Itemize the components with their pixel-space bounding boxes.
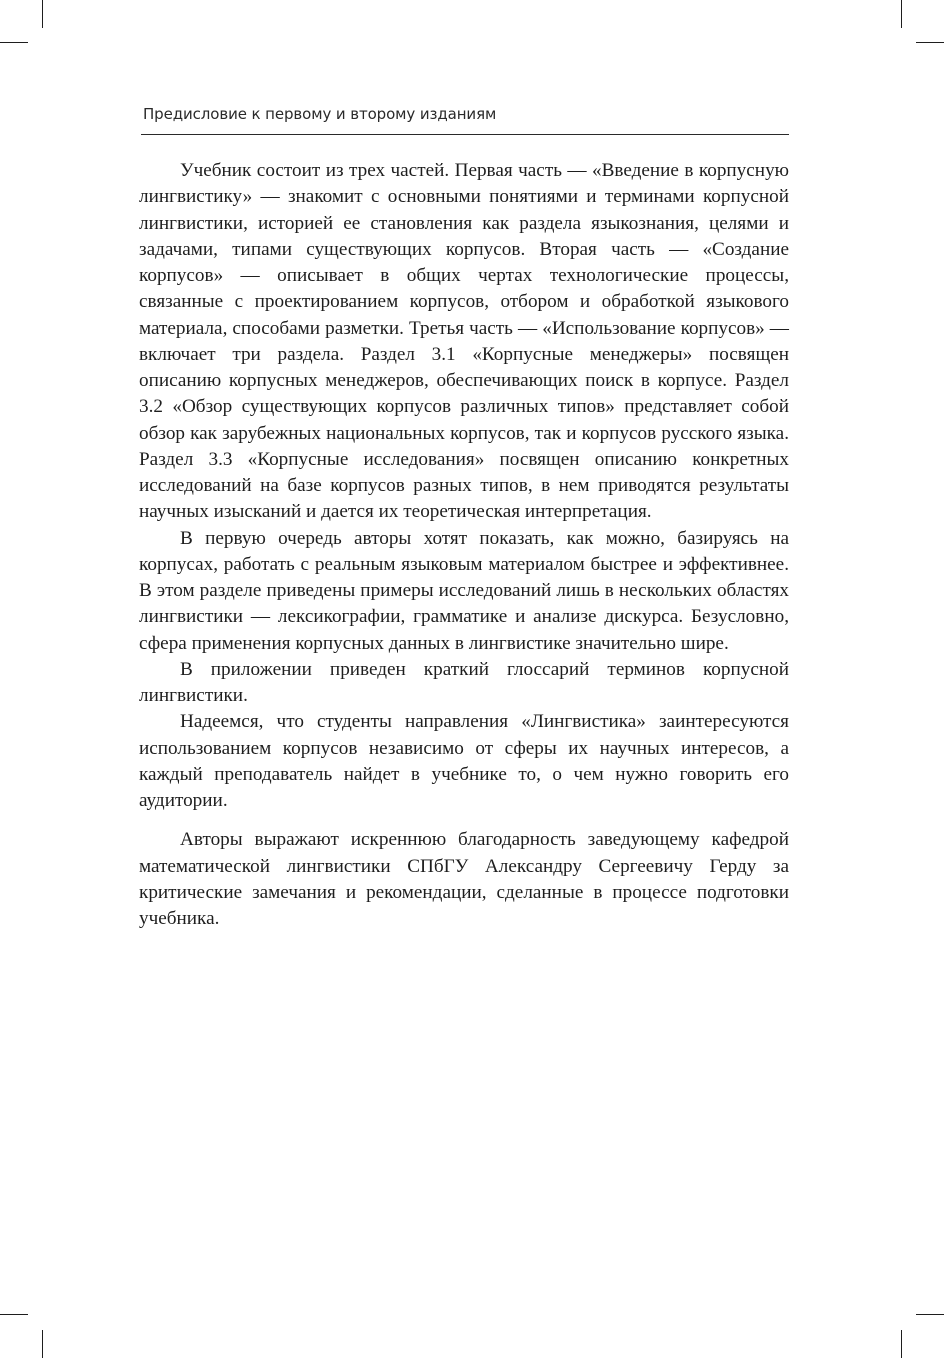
crop-mark-bottom-left-v — [42, 1330, 43, 1358]
crop-mark-top-right-v — [901, 0, 902, 28]
body-text — [139, 158, 789, 932]
crop-mark-bottom-right-h — [916, 1314, 944, 1315]
crop-mark-bottom-left-h — [0, 1314, 28, 1315]
paragraph-glossary: В приложении приведен краткий глоссарий терминов корпусной лингвистики. — [139, 658, 789, 706]
crop-mark-top-right-h — [916, 42, 944, 43]
paragraph-students: Надеемся, что студенты направления «Лингвистика» заинтересуются использованием корпусов независимо от сферы их научных интересов, а каждый преподаватель найдет в учебнике то, о чем нужно говорить его аудитории. — [139, 711, 789, 811]
paragraph-acknowledgements: Авторы выражают искреннюю благодарность заведующему кафедрой математической лингвистики СПбГУ Александру Сергеевичу Герду за критические замечания и рекомендации, сделанные в процессе подготовки учебника. — [139, 829, 789, 929]
paragraph-goals: В первую очередь авторы хотят показать, как можно, базируясь на корпусах, работать с реальным языковым материалом быстрее и эффективнее. В этом разделе приведены примеры исследований лишь в нескольких областях лингвистики — лексикографии, грамматике и анализе дискурса. Безусловно, сфера применения корпусных данных в лингвистике значительно шире. — [139, 527, 789, 654]
paragraph-structure: Учебник состоит из трех частей. Первая часть — «Введение в корпусную лингвистику» — знакомит с основными понятиями и терминами корпусной лингвистики, историей ее становления как раздела языкознания, целями и задачами, типами существующих корпусов. Вторая часть — «Создание корпусов» — описывает в общих чертах технологические процессы, связанные с проектированием корпусов, отбором и обработкой языкового материала, способами разметки. Третья часть — «Использование корпусов» — включает три раздела. Раздел 3.1 «Корпусные менеджеры» посвящен описанию корпусных менеджеров, обеспечивающих поиск в корпусе. Раздел 3.2 «Обзор существующих корпусов различных типов» представляет собой обзор как зарубежных национальных корпусов, так и корпусов русского языка. Раздел 3.3 «Корпусные исследования» посвящен описанию конкретных исследований на базе корпусов разных типов, в нем приводятся результаты научных изысканий и дается их теоретическая интерпретация. — [139, 160, 789, 523]
crop-mark-top-left-v — [42, 0, 43, 28]
crop-mark-bottom-right-v — [901, 1330, 902, 1358]
running-head — [141, 104, 789, 135]
crop-mark-top-left-h — [0, 42, 28, 43]
running-head-title: Предисловие к первому и второму изданиям — [143, 105, 497, 123]
